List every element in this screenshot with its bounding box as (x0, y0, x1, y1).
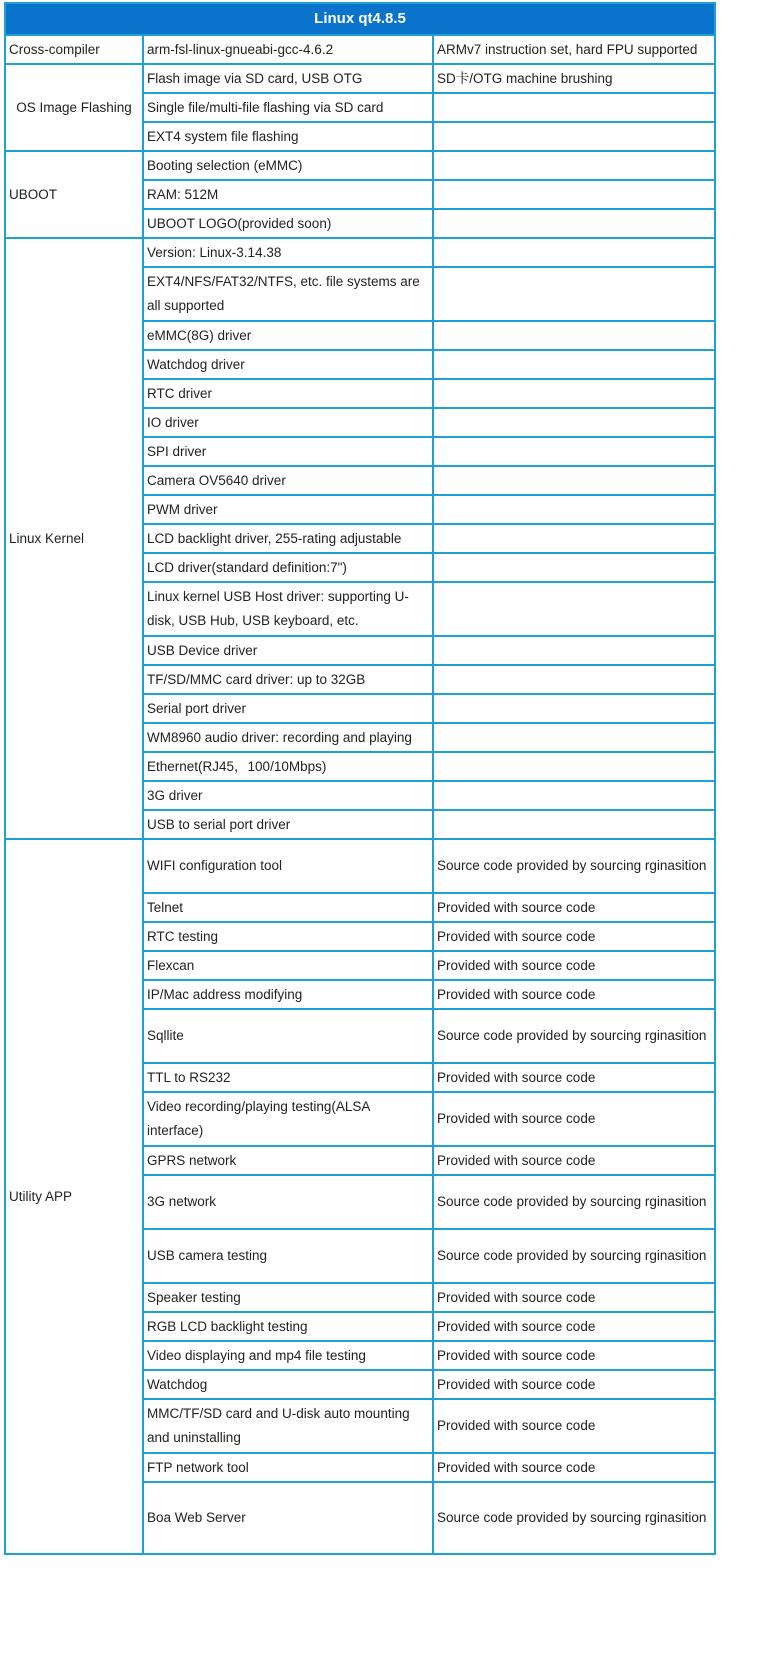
note-cell (433, 524, 715, 553)
category-cross-compiler: Cross-compiler (5, 35, 143, 64)
note-cell: Source code provided by sourcing rginasition (433, 1009, 715, 1063)
feature-cell: FTP network tool (143, 1453, 433, 1482)
feature-cell: Flexcan (143, 951, 433, 980)
table-row (5, 238, 715, 267)
feature-cell: SPI driver (143, 437, 433, 466)
feature-cell: IO driver (143, 408, 433, 437)
feature-cell: Flash image via SD card, USB OTG (143, 64, 433, 93)
category-os-image-flashing: OS Image Flashing (5, 64, 143, 151)
category-uboot: UBOOT (5, 151, 143, 238)
note-cell (433, 437, 715, 466)
table-title: Linux qt4.8.5 (5, 3, 715, 35)
note-cell: Provided with source code (433, 1312, 715, 1341)
note-cell (433, 267, 715, 321)
category-utility-app: Utility APP (5, 839, 143, 1554)
feature-cell: PWM driver (143, 495, 433, 524)
spec-table (4, 2, 716, 1555)
note-cell: Provided with source code (433, 1063, 715, 1092)
feature-cell: Linux kernel USB Host driver: supporting U-disk, USB Hub, USB keyboard, etc. (143, 582, 433, 636)
note-cell: Provided with source code (433, 1370, 715, 1399)
feature-cell: RAM: 512M (143, 180, 433, 209)
feature-cell: WIFI configuration tool (143, 839, 433, 893)
feature-cell: USB Device driver (143, 636, 433, 665)
note-cell: Source code provided by sourcing rginasition (433, 1482, 715, 1554)
note-cell (433, 238, 715, 267)
note-cell (433, 408, 715, 437)
feature-cell: Camera OV5640 driver (143, 466, 433, 495)
feature-cell: IP/Mac address modifying (143, 980, 433, 1009)
feature-cell: Sqllite (143, 1009, 433, 1063)
note-cell (433, 553, 715, 582)
feature-cell: EXT4 system file flashing (143, 122, 433, 151)
feature-cell: Booting selection (eMMC) (143, 151, 433, 180)
note-cell: Provided with source code (433, 1453, 715, 1482)
feature-cell: Boa Web Server (143, 1482, 433, 1554)
feature-cell: 3G driver (143, 781, 433, 810)
feature-cell: TF/SD/MMC card driver: up to 32GB (143, 665, 433, 694)
note-cell (433, 180, 715, 209)
spec-table-container (4, 2, 714, 1555)
feature-cell: LCD driver(standard definition:7") (143, 553, 433, 582)
note-cell: Provided with source code (433, 980, 715, 1009)
note-cell: Provided with source code (433, 922, 715, 951)
feature-cell: EXT4/NFS/FAT32/NTFS, etc. file systems are all supported (143, 267, 433, 321)
feature-cell: Video recording/playing testing(ALSA interface) (143, 1092, 433, 1146)
note-cell (433, 723, 715, 752)
category-linux-kernel: Linux Kernel (5, 238, 143, 839)
feature-cell: RTC testing (143, 922, 433, 951)
feature-cell: Telnet (143, 893, 433, 922)
note-cell (433, 209, 715, 238)
feature-cell: USB camera testing (143, 1229, 433, 1283)
feature-cell: Watchdog driver (143, 350, 433, 379)
feature-cell: Single file/multi-file flashing via SD card (143, 93, 433, 122)
feature-cell: RTC driver (143, 379, 433, 408)
note-cell: Provided with source code (433, 1146, 715, 1175)
note-cell (433, 466, 715, 495)
feature-cell: Video displaying and mp4 file testing (143, 1341, 433, 1370)
note-cell: Provided with source code (433, 893, 715, 922)
table-row (5, 64, 715, 93)
table-row (5, 35, 715, 64)
feature-cell: Serial port driver (143, 694, 433, 723)
feature-cell: Version: Linux-3.14.38 (143, 238, 433, 267)
note-cell (433, 495, 715, 524)
feature-cell: 3G network (143, 1175, 433, 1229)
feature-cell: WM8960 audio driver: recording and playing (143, 723, 433, 752)
note-cell: Source code provided by sourcing rginasition (433, 1229, 715, 1283)
note-cell: Source code provided by sourcing rginasition (433, 839, 715, 893)
note-cell (433, 636, 715, 665)
note-cell (433, 122, 715, 151)
note-cell (433, 151, 715, 180)
note-cell: Provided with source code (433, 1399, 715, 1453)
feature-cell: RGB LCD backlight testing (143, 1312, 433, 1341)
feature-cell: UBOOT LOGO(provided soon) (143, 209, 433, 238)
table-row (5, 151, 715, 180)
feature-cell: GPRS network (143, 1146, 433, 1175)
feature-cell: arm-fsl-linux-gnueabi-gcc-4.6.2 (143, 35, 433, 64)
feature-cell: USB to serial port driver (143, 810, 433, 839)
note-cell: Provided with source code (433, 1092, 715, 1146)
note-cell (433, 321, 715, 350)
note-cell (433, 379, 715, 408)
note-cell (433, 752, 715, 781)
note-cell: ARMv7 instruction set, hard FPU supported (433, 35, 715, 64)
note-cell: Provided with source code (433, 1283, 715, 1312)
feature-cell: TTL to RS232 (143, 1063, 433, 1092)
feature-cell: Speaker testing (143, 1283, 433, 1312)
feature-cell: Watchdog (143, 1370, 433, 1399)
feature-cell: MMC/TF/SD card and U-disk auto mounting and uninstalling (143, 1399, 433, 1453)
feature-cell: LCD backlight driver, 255-rating adjustable (143, 524, 433, 553)
note-cell: Provided with source code (433, 951, 715, 980)
note-cell (433, 582, 715, 636)
table-row (5, 839, 715, 893)
note-cell: Provided with source code (433, 1341, 715, 1370)
feature-cell: Ethernet(RJ45，100/10Mbps) (143, 752, 433, 781)
note-cell (433, 93, 715, 122)
note-cell (433, 781, 715, 810)
note-cell: Source code provided by sourcing rginasition (433, 1175, 715, 1229)
note-cell: SD卡/OTG machine brushing (433, 64, 715, 93)
note-cell (433, 810, 715, 839)
feature-cell: eMMC(8G) driver (143, 321, 433, 350)
note-cell (433, 665, 715, 694)
note-cell (433, 350, 715, 379)
note-cell (433, 694, 715, 723)
